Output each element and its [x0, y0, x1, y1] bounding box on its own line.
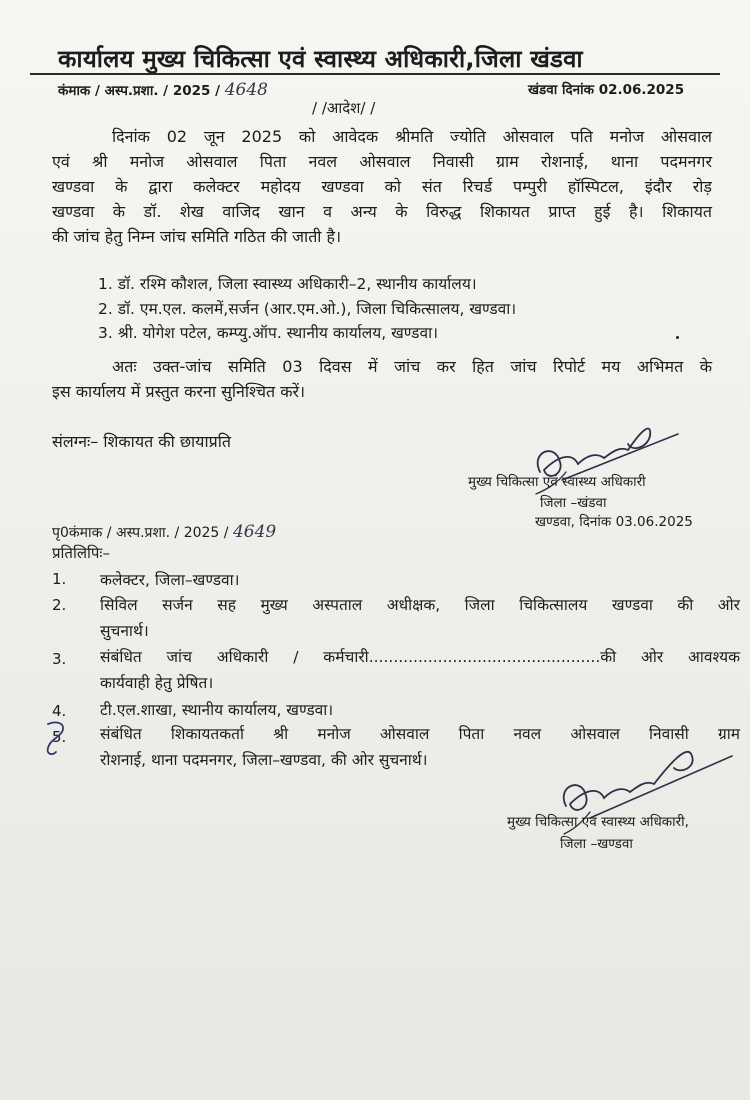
copy-item-2-line-2: सुचनार्थ।: [100, 622, 149, 640]
order-reference-number: 4648: [224, 80, 268, 100]
signatory-1-district: जिला –खंडवा: [540, 495, 607, 511]
committee-member-3: 3. श्री. योगेश पटेल, कम्प्यु.ऑप. स्थानीय कार्यालय, खण्डवा।: [98, 324, 438, 342]
copy-item-5-number: 5.: [52, 728, 67, 746]
instruction-line-1: अतः उक्त-जांच समिति 03 दिवस में जांच कर हित जांच रिपोर्ट मय अभिमत के: [112, 357, 712, 376]
intro-line-5: की जांच हेतु निम्न जांच समिति गठित की जाती है।: [52, 227, 342, 246]
order-reference: [58, 80, 268, 100]
pen-tick-mark: [40, 718, 76, 758]
title-underline: [30, 73, 720, 75]
copy-item-1-number: 1.: [52, 570, 67, 588]
signatory-2-district: जिला –खण्डवा: [560, 836, 633, 852]
intro-line-1: दिनांक 02 जून 2025 को आवेदक श्रीमति ज्योति ओसवाल पति मनोज ओसवाल: [112, 127, 712, 146]
copy-heading: प्रतिलिपिः–: [52, 544, 110, 562]
signatory-2-designation: मुख्य चिकित्सा एवं स्वास्थ्य अधिकारी,: [507, 814, 689, 830]
copy-item-2-line-1: सिविल सर्जन सह मुख्य अस्पताल अधीक्षक, जिला चिकित्सालय खण्डवा की ओर: [100, 596, 740, 614]
copy-reference-prefix: पृ0कंमाक / अस्प.प्रशा. / 2025 /: [52, 525, 229, 541]
signatory-1-designation: मुख्य चिकित्सा एवं स्वास्थ्य अधिकारी: [468, 474, 646, 490]
intro-line-3: खण्डवा के द्वारा कलेक्टर महोदय खण्डवा को संत रिचर्ड पम्पुरी हॉस्पिटल, इंदौर रोड़: [52, 177, 712, 196]
committee-member-2: 2. डॉ. एम.एल. कलमें,सर्जन (आर.एम.ओ.), जिला चिकित्सालय, खण्डवा।: [98, 300, 517, 318]
copy-item-5-line-1: संबंधित शिकायतकर्ता श्री मनोज ओसवाल पिता नवल ओसवाल निवासी ग्राम: [100, 725, 740, 743]
intro-line-4: खण्डवा के डॉ. शेख वाजिद खान व अन्य के विरुद्ध शिकायत प्राप्त हुई है। शिकायत: [52, 202, 712, 221]
enclosure-note: संलग्नः– शिकायत की छायाप्रति: [52, 432, 231, 451]
copy-item-4-text: टी.एल.शाखा, स्थानीय कार्यालय, खण्डवा।: [100, 701, 334, 719]
intro-line-2: एवं श्री मनोज ओसवाल पिता नवल ओसवाल निवासी ग्राम रोशनाई, थाना पदमनगर: [52, 152, 712, 171]
copy-item-3-line-1: संबंधित जांच अधिकारी / कर्मचारी...............................................की ओर आवश्यक: [100, 648, 740, 666]
copy-item-1-text: कलेक्टर, जिला–खण्डवा।: [100, 571, 240, 589]
copy-item-4-number: 4.: [52, 702, 67, 720]
order-place-date: खंडवा दिनांक 02.06.2025: [528, 82, 685, 98]
copy-reference-number: 4649: [232, 522, 277, 542]
copy-reference: [52, 522, 276, 542]
order-reference-prefix: कंमाक / अस्प.प्रशा. / 2025 /: [58, 83, 221, 99]
copy-item-3-number: 3.: [52, 650, 67, 668]
ink-dot: [676, 336, 679, 339]
committee-member-1: 1. डॉ. रश्मि कौशल, जिला स्वास्थ्य अधिकारी–2, स्थानीय कार्यालय।: [98, 275, 477, 293]
office-title: कार्यालय मुख्य चिकित्सा एवं स्वास्थ्य अधिकारी,जिला खंडवा: [58, 45, 583, 73]
copy-item-3-line-2: कार्यवाही हेतु प्रेषित।: [100, 674, 214, 692]
order-heading: / /आदेश/ /: [312, 99, 376, 117]
copy-item-5-line-2: रोशनाई, थाना पदमनगर, जिला–खण्डवा, की ओर सुचनार्थ।: [100, 751, 428, 769]
instruction-line-2: इस कार्यालय में प्रस्तुत करना सुनिश्चित करें।: [52, 382, 306, 401]
signatory-1-place-date: खण्डवा, दिनांक 03.06.2025: [535, 514, 693, 530]
copy-item-2-number: 2.: [52, 596, 67, 614]
